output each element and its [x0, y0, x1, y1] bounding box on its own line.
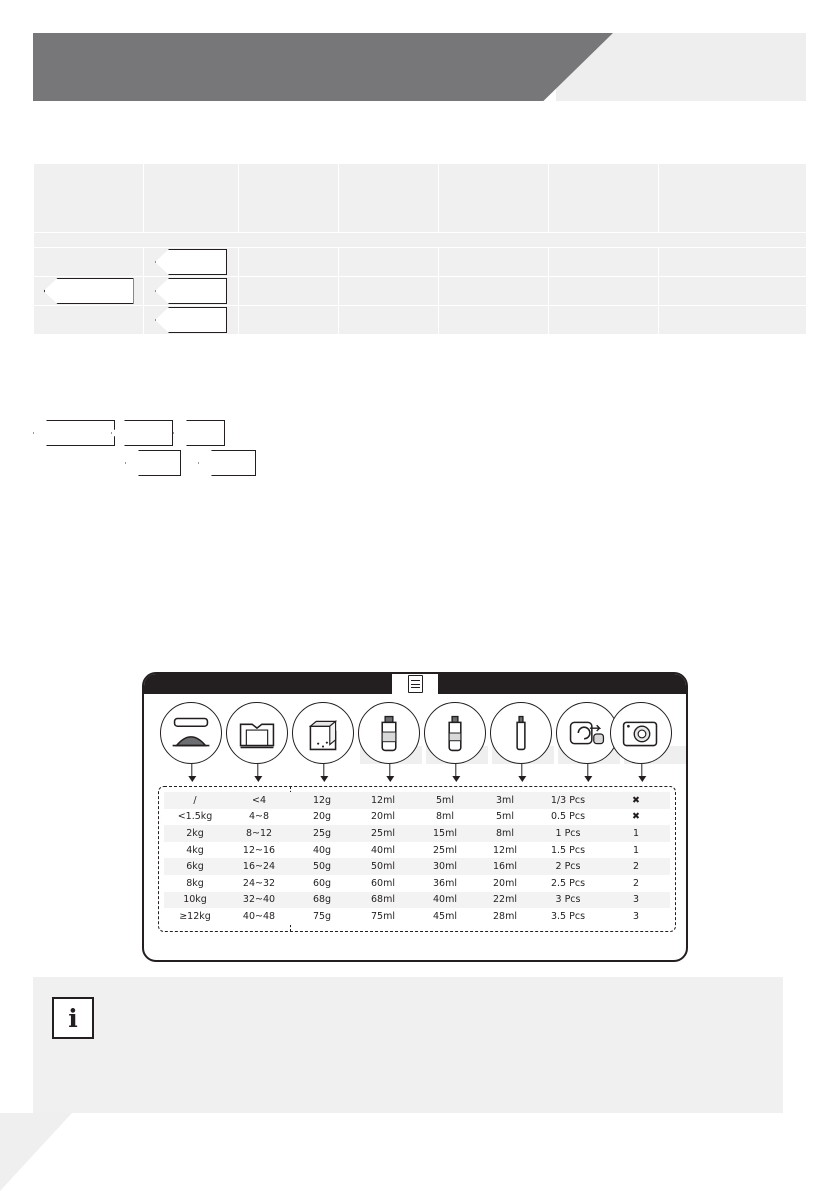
liquid-bottle-medium-icon	[424, 702, 488, 766]
cell-load: 2kg	[164, 825, 226, 842]
table-header-cell	[549, 164, 659, 233]
cell-softener: 1	[602, 825, 670, 842]
table-cell-tag	[144, 306, 239, 335]
cell-powder: 25g	[292, 825, 352, 842]
callout-tag	[198, 450, 256, 476]
callout-tag	[44, 278, 134, 304]
table-cell-tag	[34, 277, 144, 306]
cell-softener: ✖	[602, 792, 670, 809]
cell-pods: 2.5 Pcs	[534, 875, 602, 892]
table-cell	[339, 248, 439, 277]
cell-count: 12~16	[226, 842, 292, 859]
cell-load: 8kg	[164, 875, 226, 892]
cell-liquid3: 12ml	[476, 842, 534, 859]
cell-powder: 68g	[292, 892, 352, 909]
table-header-cell	[144, 164, 239, 233]
table-row	[164, 875, 670, 892]
information-icon: i	[52, 997, 94, 1039]
table-row	[34, 277, 807, 306]
cell-powder: 40g	[292, 842, 352, 859]
cell-liquid1: 25ml	[352, 825, 414, 842]
liquid-bottle-large-icon	[358, 702, 422, 766]
cell-count: 4~8	[226, 809, 292, 826]
cell-softener: ✖	[602, 809, 670, 826]
cell-count: 8~12	[226, 825, 292, 842]
cell-count: 40~48	[226, 908, 292, 925]
table-cell	[659, 248, 807, 277]
callout-tag	[155, 307, 227, 333]
cell-load: <1.5kg	[164, 809, 226, 826]
cell-pods: 3.5 Pcs	[534, 908, 602, 925]
table-cell	[659, 277, 807, 306]
table-header-row	[34, 164, 807, 233]
cell-powder: 20g	[292, 809, 352, 826]
cell-liquid3: 3ml	[476, 792, 534, 809]
cell-liquid1: 12ml	[352, 792, 414, 809]
panel-tab	[392, 674, 438, 694]
table-cell	[34, 306, 144, 335]
table-cell	[549, 306, 659, 335]
cell-liquid3: 28ml	[476, 908, 534, 925]
cell-load: 6kg	[164, 858, 226, 875]
callout-tag	[125, 450, 181, 476]
cell-liquid2: 45ml	[414, 908, 476, 925]
cell-liquid2: 5ml	[414, 792, 476, 809]
cell-liquid3: 16ml	[476, 858, 534, 875]
cell-load: 4kg	[164, 842, 226, 859]
table-cell-tag	[144, 277, 239, 306]
detergent-box-icon	[292, 702, 356, 766]
dosage-table	[164, 792, 670, 925]
cell-liquid1: 20ml	[352, 809, 414, 826]
table-row	[164, 809, 670, 826]
table-cell	[439, 277, 549, 306]
table-row	[164, 842, 670, 859]
table-row	[164, 825, 670, 842]
cell-liquid1: 50ml	[352, 858, 414, 875]
table-header-cell	[239, 164, 339, 233]
icon-header-row	[160, 702, 674, 770]
cell-liquid1: 40ml	[352, 842, 414, 859]
callout-tag	[173, 420, 225, 446]
cell-softener: 3	[602, 908, 670, 925]
dosage-reference-panel	[142, 672, 688, 962]
liquid-bottle-small-icon	[490, 702, 554, 766]
scale-icon	[160, 702, 224, 766]
cell-pods: 1 Pcs	[534, 825, 602, 842]
cell-pods: 0.5 Pcs	[534, 809, 602, 826]
table-header-cell	[34, 164, 144, 233]
specification-table	[33, 163, 807, 335]
cell-count: 32~40	[226, 892, 292, 909]
table-cell	[549, 277, 659, 306]
table-separator-cell	[34, 233, 807, 248]
information-note	[33, 977, 783, 1113]
cell-count: <4	[226, 792, 292, 809]
table-cell	[549, 248, 659, 277]
softener-drum-icon	[610, 702, 674, 766]
cell-liquid2: 8ml	[414, 809, 476, 826]
cell-liquid3: 8ml	[476, 825, 534, 842]
callout-group	[33, 420, 433, 488]
table-cell	[239, 248, 339, 277]
table-header-cell	[439, 164, 549, 233]
cell-liquid2: 40ml	[414, 892, 476, 909]
table-cell	[34, 248, 144, 277]
table-cell	[239, 277, 339, 306]
cell-liquid2: 15ml	[414, 825, 476, 842]
cell-powder: 50g	[292, 858, 352, 875]
cell-load: ≥12kg	[164, 908, 226, 925]
callout-tag	[111, 420, 173, 446]
table-row	[164, 892, 670, 909]
table-cell	[239, 306, 339, 335]
cell-liquid3: 5ml	[476, 809, 534, 826]
cell-softener: 2	[602, 875, 670, 892]
cell-pods: 1.5 Pcs	[534, 842, 602, 859]
page-corner-tab	[0, 1113, 72, 1191]
cell-softener: 1	[602, 842, 670, 859]
garment-stack-icon	[226, 702, 290, 766]
cell-liquid1: 60ml	[352, 875, 414, 892]
cell-count: 24~32	[226, 875, 292, 892]
cell-pods: 1/3 Pcs	[534, 792, 602, 809]
cell-pods: 3 Pcs	[534, 892, 602, 909]
cell-powder: 75g	[292, 908, 352, 925]
table-cell	[659, 306, 807, 335]
callout-tag	[155, 249, 227, 275]
cell-powder: 60g	[292, 875, 352, 892]
table-cell	[339, 277, 439, 306]
cell-liquid2: 30ml	[414, 858, 476, 875]
table-row	[34, 248, 807, 277]
cell-liquid2: 25ml	[414, 842, 476, 859]
table-separator-row	[34, 233, 807, 248]
table-cell	[339, 306, 439, 335]
table-cell	[439, 248, 549, 277]
cell-softener: 3	[602, 892, 670, 909]
cell-liquid2: 36ml	[414, 875, 476, 892]
document-icon	[408, 675, 423, 693]
table-row	[34, 306, 807, 335]
header-dark-block	[33, 33, 613, 101]
table-cell	[439, 306, 549, 335]
cell-liquid1: 75ml	[352, 908, 414, 925]
cell-liquid1: 68ml	[352, 892, 414, 909]
cell-pods: 2 Pcs	[534, 858, 602, 875]
cell-load: /	[164, 792, 226, 809]
table-header-cell	[659, 164, 807, 233]
table-row	[164, 908, 670, 925]
page-title	[33, 33, 613, 57]
table-row	[164, 792, 670, 809]
table-row	[164, 858, 670, 875]
table-header-cell	[339, 164, 439, 233]
cell-load: 10kg	[164, 892, 226, 909]
cell-softener: 2	[602, 858, 670, 875]
table-cell-tag	[144, 248, 239, 277]
page-header	[33, 33, 806, 101]
cell-liquid3: 20ml	[476, 875, 534, 892]
cell-powder: 12g	[292, 792, 352, 809]
callout-tag	[155, 278, 227, 304]
callout-tag	[33, 420, 115, 446]
cell-liquid3: 22ml	[476, 892, 534, 909]
cell-count: 16~24	[226, 858, 292, 875]
